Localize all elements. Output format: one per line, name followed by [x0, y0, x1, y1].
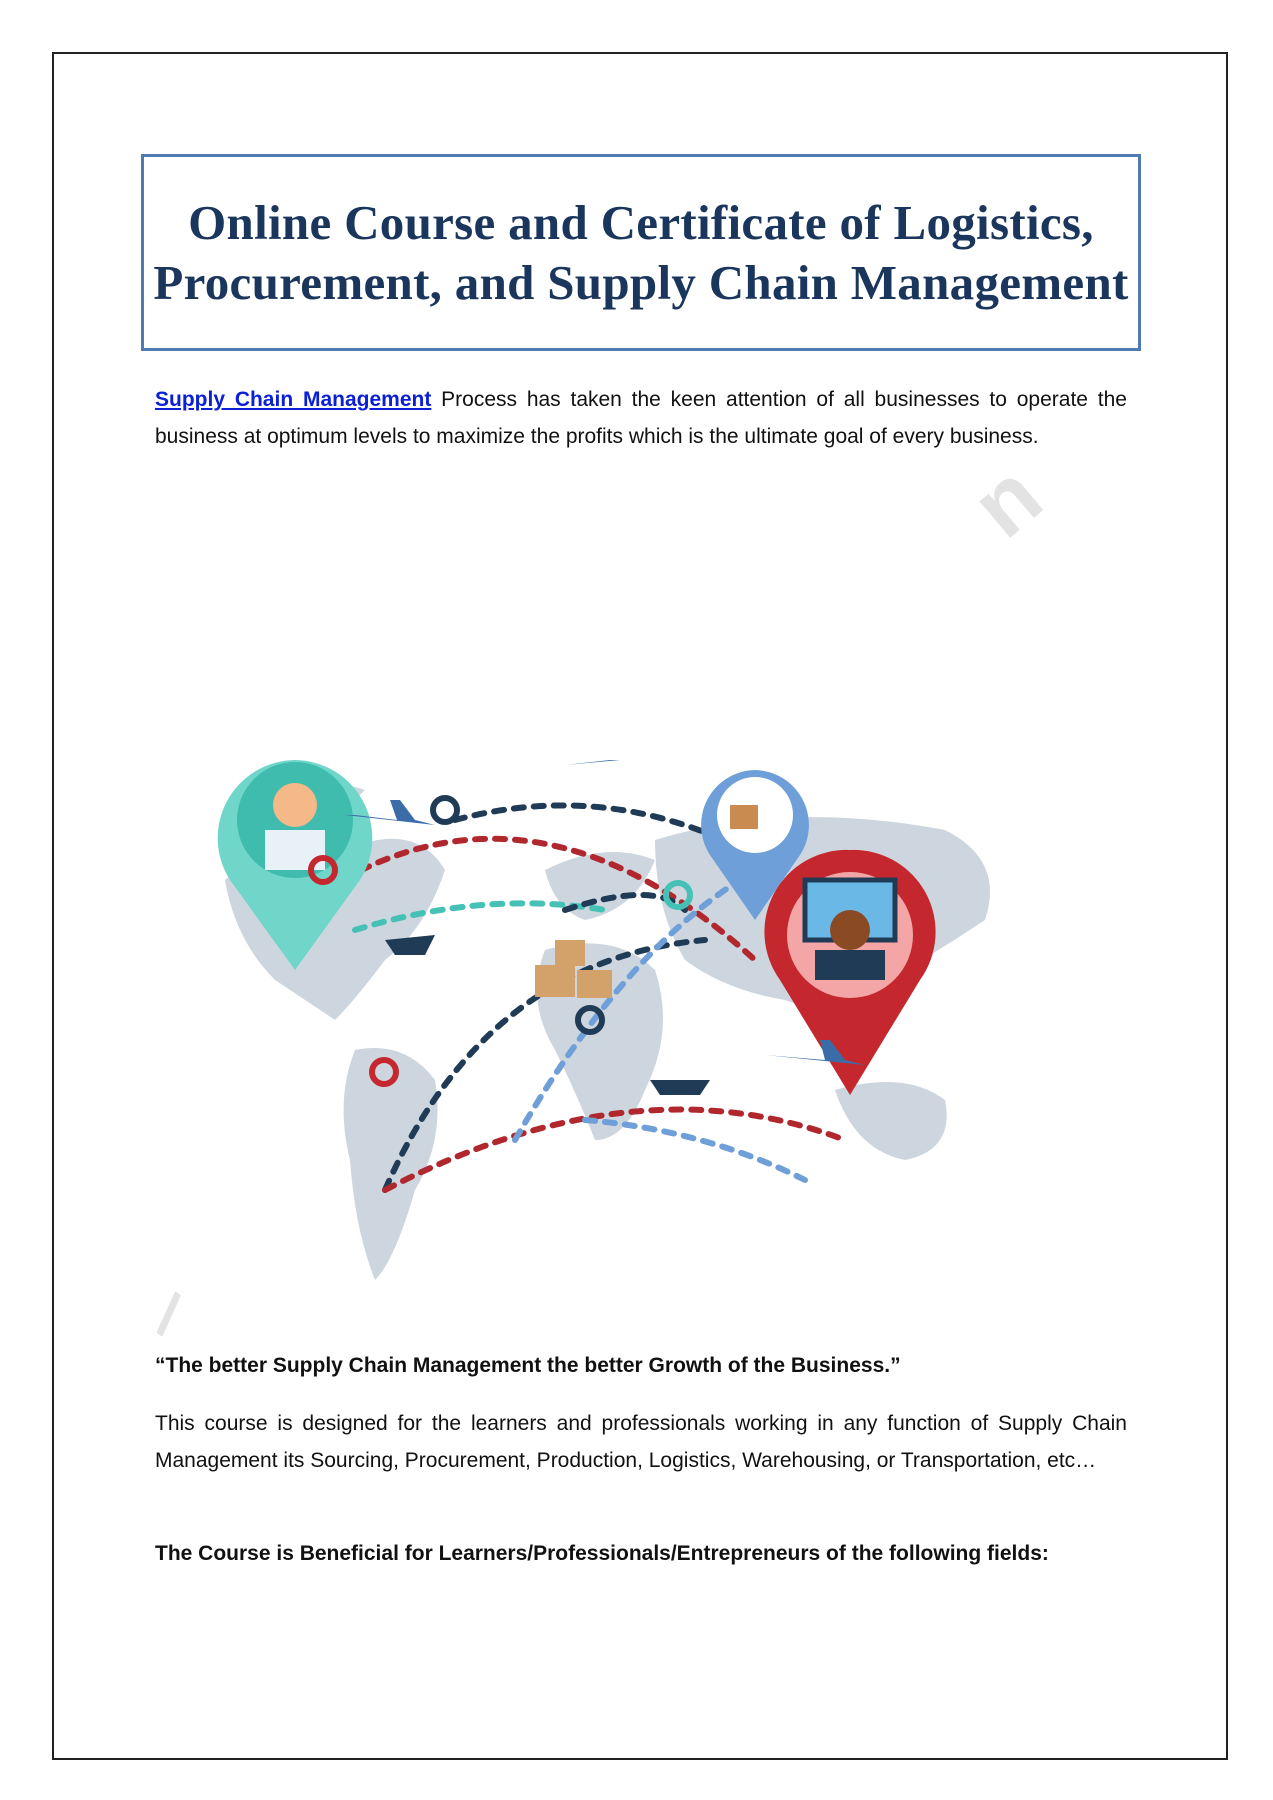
- title-box: [141, 154, 1141, 351]
- watermark: n: [953, 445, 1061, 558]
- intro-text: Process has taken the keen attention of all businesses to operate the business at optimum levels to maximize the profits which is the ultimate goal of every business.: [155, 388, 1127, 448]
- supply-chain-world-map-illustration: [185, 760, 1085, 1325]
- watermark: \: [142, 1282, 195, 1347]
- supply-chain-management-link[interactable]: Supply Chain Management: [155, 388, 432, 411]
- location-pin-online-user: [764, 850, 935, 1095]
- intro-paragraph: [155, 382, 1127, 455]
- course-description: This course is designed for the learners and professionals working in any function of Supply Chain Management its Sourcing, Procurement, Production, Logistics, Warehousing, or Transportation, etc…: [155, 1412, 1127, 1472]
- quote-text: “The better Supply Chain Management the better Growth of the Business.”: [155, 1354, 901, 1377]
- page-title: Online Course and Certificate of Logistics, Procurement, and Supply Chain Management: [153, 194, 1129, 310]
- beneficial-fields-heading: The Course is Beneficial for Learners/Professionals/Entrepreneurs of the following fields:: [155, 1542, 1049, 1565]
